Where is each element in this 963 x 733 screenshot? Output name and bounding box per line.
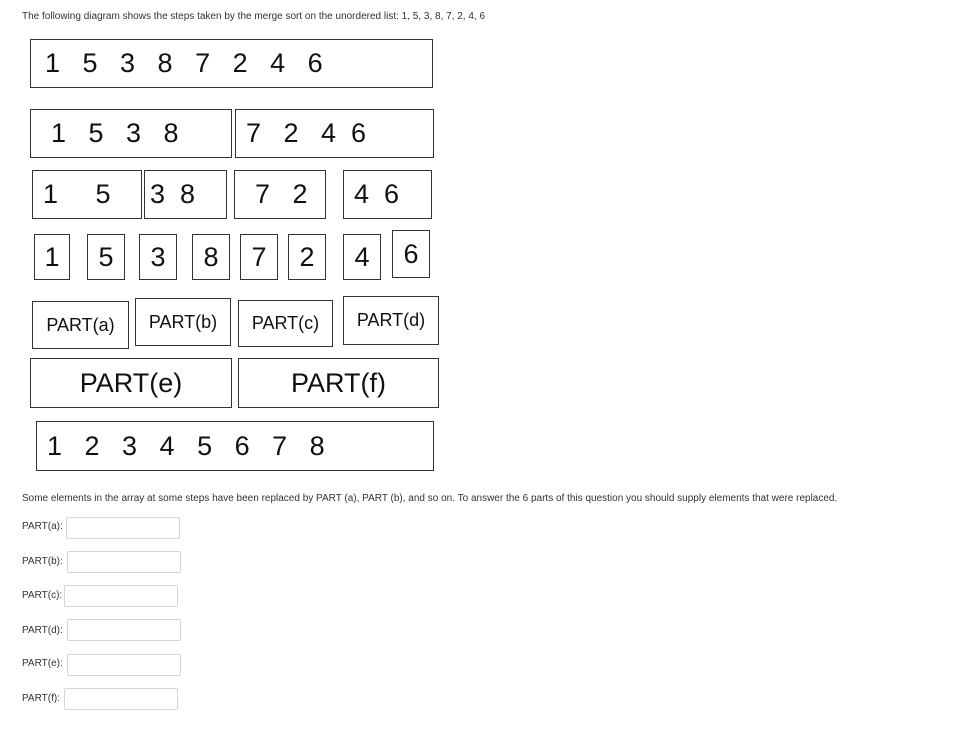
part-c-input[interactable]: [64, 585, 178, 607]
diagram-part-c: PART(c): [238, 300, 333, 347]
diagram-row2-box-1: 1 5 3 8: [30, 109, 232, 158]
diagram-row4-box-8: 6: [392, 230, 430, 278]
part-b-label: PART(b):: [22, 556, 63, 567]
part-a-label: PART(a):: [22, 521, 63, 532]
diagram-row1-box: 1 5 3 8 7 2 4 6: [30, 39, 433, 88]
diagram-row3-box-3: 7 2: [234, 170, 326, 219]
diagram-row3-box-1: 1 5: [32, 170, 142, 219]
part-e-input[interactable]: [67, 654, 181, 676]
diagram-part-b: PART(b): [135, 298, 231, 346]
part-a-input[interactable]: [66, 517, 180, 539]
diagram-row4-box-3: 3: [139, 234, 177, 280]
diagram-part-f: PART(f): [238, 358, 439, 408]
part-c-label: PART(c):: [22, 590, 63, 601]
part-f-input[interactable]: [64, 688, 178, 710]
part-f-label: PART(f):: [22, 693, 60, 704]
question-note: Some elements in the array at some steps have been replaced by PART (a), PART (b), and so on. To answer the 6 parts of this question you should supply elements that were replaced.: [22, 493, 838, 504]
diagram-row7-box: 1 2 3 4 5 6 7 8: [36, 421, 434, 471]
diagram-row2-box-2: 7 2 4 6: [235, 109, 434, 158]
diagram-part-a: PART(a): [32, 301, 129, 349]
diagram-row4-box-1: 1: [34, 234, 70, 280]
part-d-label: PART(d):: [22, 625, 63, 636]
part-d-input[interactable]: [67, 619, 181, 641]
diagram-part-e: PART(e): [30, 358, 232, 408]
diagram-row4-box-5: 7: [240, 234, 278, 280]
diagram-row4-box-2: 5: [87, 234, 125, 280]
diagram-row4-box-7: 4: [343, 234, 381, 280]
part-b-input[interactable]: [67, 551, 181, 573]
diagram-row3-box-4: 4 6: [343, 170, 432, 219]
diagram-row3-box-2: 3 8: [144, 170, 227, 219]
diagram-row4-box-4: 8: [192, 234, 230, 280]
diagram-part-d: PART(d): [343, 296, 439, 345]
diagram-row4-box-6: 2: [288, 234, 326, 280]
part-e-label: PART(e):: [22, 658, 63, 669]
question-prompt: The following diagram shows the steps taken by the merge sort on the unordered list: 1, 5, 3, 8, 7, 2, 4, 6: [22, 11, 486, 22]
